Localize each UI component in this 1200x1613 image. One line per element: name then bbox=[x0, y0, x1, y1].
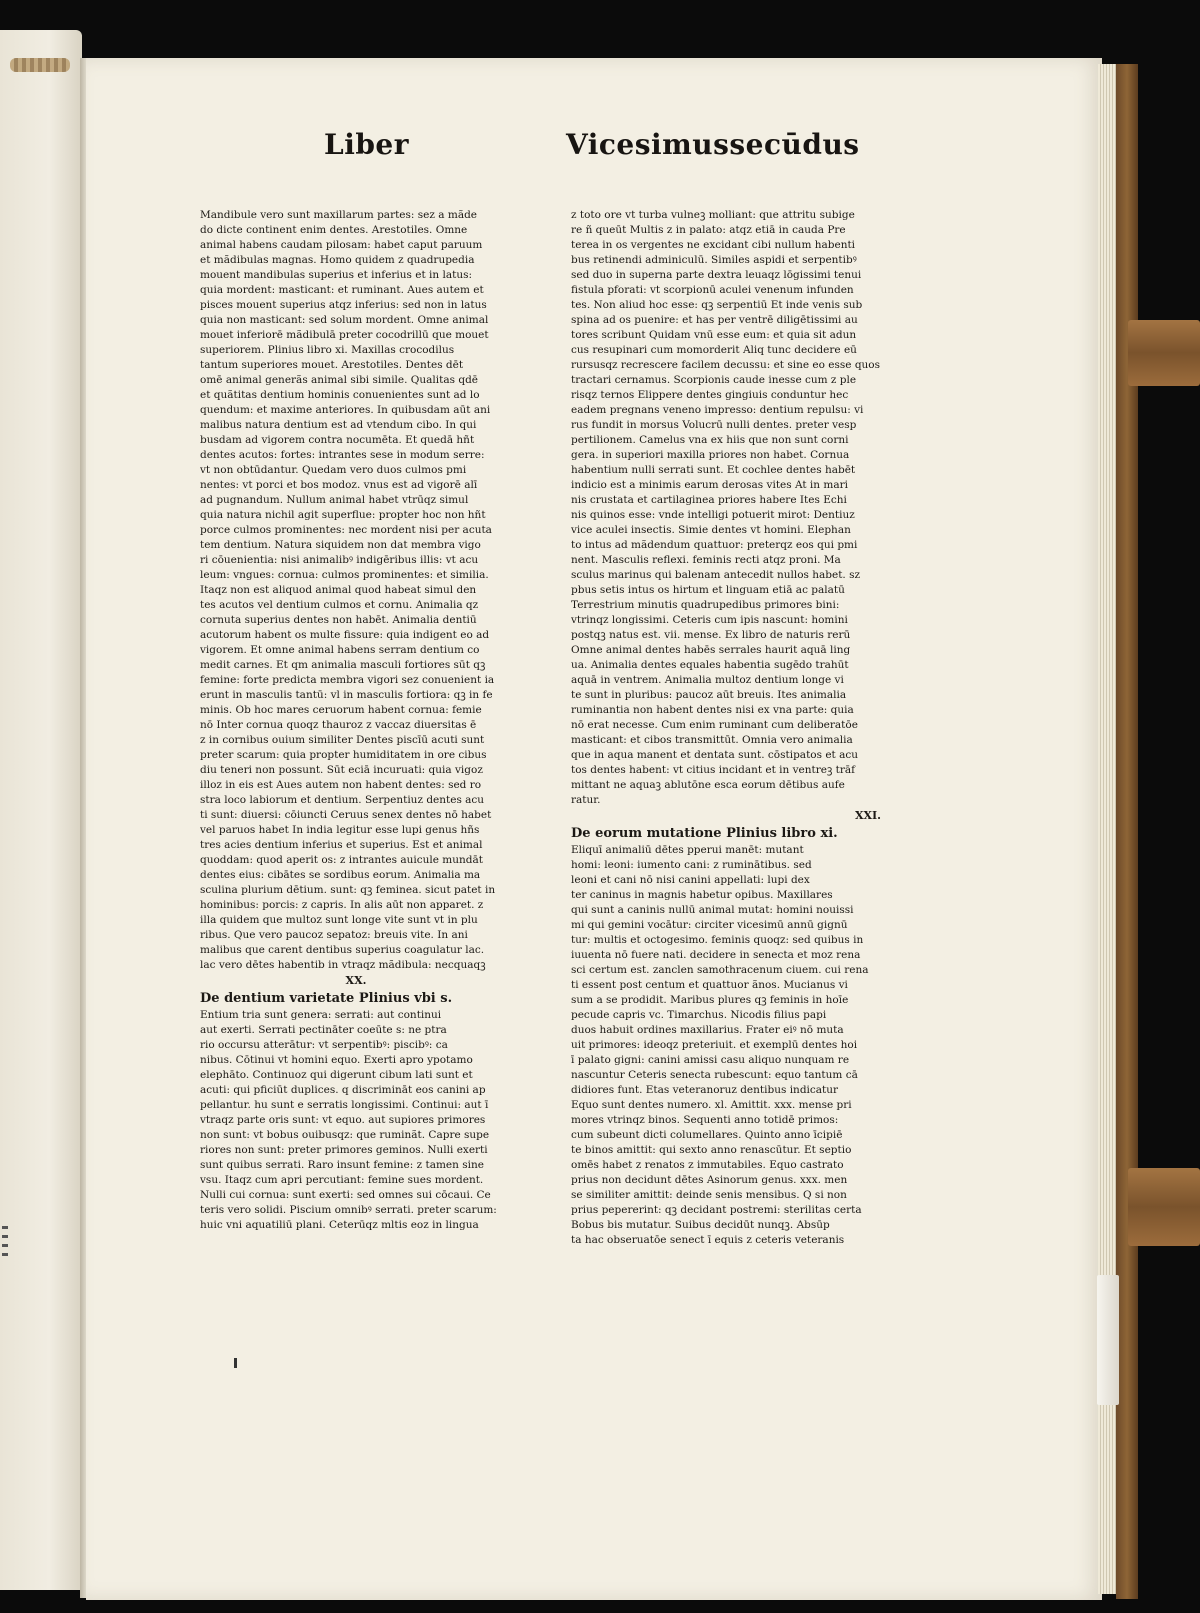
text-line: Entium tria sunt genera: serrati: aut continui bbox=[200, 1009, 442, 1021]
text-line: quoddam: quod aperit os: z intrantes auicule mundāt bbox=[200, 854, 483, 866]
text-line: leum: vngues: cornua: culmos prominentes: et similia. bbox=[200, 569, 489, 581]
text-line: gera. in superiori maxilla priores non habet. Cornua bbox=[571, 449, 850, 461]
text-line: Itaqz non est aliquod animal quod habeat simul den bbox=[200, 584, 477, 596]
text-line: nō erat necesse. Cum enim ruminant cum deliberatōe bbox=[571, 719, 858, 731]
left-column-body bbox=[200, 208, 512, 973]
text-line: riores non sunt: preter primores geminos. Nulli exerti bbox=[200, 1144, 488, 1156]
text-line: mi qui gemini vocātur: circiter vicesimū annū gignū bbox=[571, 919, 848, 931]
text-line: ruminantia non habent dentes nisi ex vna parte: quia bbox=[571, 704, 854, 716]
text-line: animal habens caudam pilosam: habet caput paruum bbox=[200, 239, 483, 251]
left-column-body-b bbox=[200, 1008, 512, 1233]
text-line: homi: leoni: iumento cani: z ruminātibus. sed bbox=[571, 859, 812, 871]
text-line: huic vni aquatiliū plani. Ceterūqz mltis eoz in lingua bbox=[200, 1219, 479, 1231]
text-line: tes. Non aliud hoc esse: qꝫ serpentiū Et inde venis sub bbox=[571, 299, 863, 311]
facing-left-page bbox=[0, 30, 82, 1590]
text-line: pertilionem. Camelus vna ex hiis que non sunt corni bbox=[571, 434, 849, 446]
text-line: que in aqua manent et dentata sunt. cōstipatos et acu bbox=[571, 749, 859, 761]
text-line: z in cornibus ouium similiter Dentes piscīū acuti sunt bbox=[200, 734, 485, 746]
text-line: se similiter amittit: deinde senis mensibus. Q si non bbox=[571, 1189, 847, 1201]
text-line: to intus ad mãdendum quattuor: preterqz eos qui pmi bbox=[571, 539, 858, 551]
chapter-number-xx: XX. bbox=[345, 974, 367, 987]
text-line: risqz ternos Elippere dentes gingiuis conduntur hec bbox=[571, 389, 849, 401]
text-line: postqꝫ natus est. vii. mense. Ex libro de naturis rerū bbox=[571, 629, 851, 641]
binding-thread bbox=[10, 58, 70, 72]
text-line: mouent mandibulas superius et inferius et in latus: bbox=[200, 269, 473, 281]
text-line: quia non masticant: sed solum mordent. Omne animal bbox=[200, 314, 489, 326]
clasp-strap-lower bbox=[1128, 1168, 1200, 1246]
text-line: nent. Masculis reflexi. feminis recti atqz proni. Ma bbox=[571, 554, 841, 566]
text-line: habentium nulli serrati sunt. Et cochlee dentes habēt bbox=[571, 464, 856, 476]
text-line: nascuntur Ceteris senecta rubescunt: equo tantum cā bbox=[571, 1069, 858, 1081]
running-head-left: Liber bbox=[324, 128, 409, 161]
text-line: sculus marinus qui balenam antecedit nullos habet. sz bbox=[571, 569, 861, 581]
text-line: illoz in eis est Aues autem non habent dentes: sed ro bbox=[200, 779, 482, 791]
text-line: do dicte continent enim dentes. Arestotiles. Omne bbox=[200, 224, 468, 236]
text-line: cornuta superius dentes non habēt. Animalia dentiū bbox=[200, 614, 477, 626]
text-line: mores vtrinqz binos. Sequenti anno totidē primos: bbox=[571, 1114, 839, 1126]
text-line: rus fundit in morsus Volucrū nulli dentes. preter vesp bbox=[571, 419, 857, 431]
text-line: Terrestrium minutis quadrupedibus primores bini: bbox=[571, 599, 840, 611]
text-line: et quãtitas dentium hominis conuenientes sunt ad lo bbox=[200, 389, 480, 401]
text-line: iuuenta nō fuere nati. decidere in senecta et moz rena bbox=[571, 949, 861, 961]
text-line: prius pepererint: qꝫ decidant postremi: sterilitas certa bbox=[571, 1204, 862, 1216]
text-line: terea in os vergentes ne excidant cibi nullum habenti bbox=[571, 239, 856, 251]
leather-cover bbox=[1116, 64, 1138, 1599]
text-line: acutorum habent os multe fissure: quia indigent eo ad bbox=[200, 629, 490, 641]
text-line: rio occursu atterātur: vt serpentibꝰ: piscibꝰ: ca bbox=[200, 1039, 448, 1051]
running-head-right: Vicesimussecūdus bbox=[566, 128, 860, 161]
text-line: ter caninus in magnis habetur opibus. Maxillares bbox=[571, 889, 833, 901]
text-line: duos habuit ordines maxillarius. Frater eiꝰ nō muta bbox=[571, 1024, 844, 1036]
text-line: vel paruos habet In india legitur esse lupi genus hñs bbox=[200, 824, 480, 836]
text-line: hominibus: porcis: z capris. In alis aūt non apparet. z bbox=[200, 899, 484, 911]
text-line: nibus. Cōtinui vt homini equo. Exerti apro ypotamo bbox=[200, 1054, 473, 1066]
text-line: nis quinos esse: vnde intelligi potuerit mirot: Dentiuz bbox=[571, 509, 855, 521]
text-line: ratur. bbox=[571, 794, 601, 806]
text-line: dentes acutos: fortes: intrantes sese in modum serre: bbox=[200, 449, 485, 461]
text-line: aquā in ventrem. Animalia multoz dentium longe vi bbox=[571, 674, 844, 686]
text-line: mittant ne aquaꝫ ablutōne esca eorum dētibus aufe bbox=[571, 779, 845, 791]
text-line: tores scribunt Quidam vnū esse eum: et quia sit adun bbox=[571, 329, 857, 341]
clasp-strap-upper bbox=[1128, 320, 1200, 386]
text-line: cus resupinari cum momorderit Aliq tunc decidere eū bbox=[571, 344, 857, 356]
right-column-body bbox=[571, 208, 889, 808]
printer-mark bbox=[234, 1358, 237, 1368]
text-line: minis. Ob hoc mares ceruorum habent cornua: femie bbox=[200, 704, 482, 716]
text-line: ī palato gigni: canini amissi casu aliquo nunquam re bbox=[571, 1054, 850, 1066]
text-line: medit carnes. Et qm animalia masculi fortiores sūt qꝫ bbox=[200, 659, 486, 671]
text-line: ua. Animalia dentes equales habentia sugēdo trahūt bbox=[571, 659, 849, 671]
text-line: re ñ queūt Multis z in palato: atqz etiā in cauda Pre bbox=[571, 224, 846, 236]
text-line: Eliquī animaliū dētes pperui manēt: mutant bbox=[571, 844, 804, 856]
text-line: tres acies dentium inferius et superius. Est et animal bbox=[200, 839, 483, 851]
text-line: femine: forte predicta membra vigori sez conuenient ia bbox=[200, 674, 495, 686]
text-line: et mãdibulas magnas. Homo quidem z quadrupedia bbox=[200, 254, 475, 266]
text-line: quia natura nichil agit superflue: propter hoc non hñt bbox=[200, 509, 486, 521]
text-line: uit primores: ideoqz preteriuit. et exemplū dentes hoi bbox=[571, 1039, 858, 1051]
text-line: ribus. Que vero paucoz sepatoz: breuis vite. In ani bbox=[200, 929, 468, 941]
left-page-edge-marks bbox=[2, 1220, 12, 1262]
text-line: vtraqz parte oris sunt: vt equo. aut supiores primores bbox=[200, 1114, 486, 1126]
text-line: omēs habet z renatos z immutabiles. Equo castrato bbox=[571, 1159, 844, 1171]
text-line: stra loco labiorum et dentium. Serpentiuz dentes acu bbox=[200, 794, 485, 806]
text-line: te sunt in pluribus: paucoz aūt breuis. Ites animalia bbox=[571, 689, 847, 701]
text-line: Nulli cui cornua: sunt exerti: sed omnes sui cōcaui. Ce bbox=[200, 1189, 491, 1201]
text-line: indicio est a minimis earum derosas vites At in mari bbox=[571, 479, 848, 491]
page-clip bbox=[1097, 1275, 1119, 1405]
text-line: sci certum est. zanclen samothracenum ciuem. cui rena bbox=[571, 964, 869, 976]
text-line: teris vero solidi. Piscium omnibꝰ serrati. preter scarum: bbox=[200, 1204, 497, 1216]
text-line: z toto ore vt turba vulneꝫ molliant: que attritu subige bbox=[571, 209, 855, 221]
text-line: preter scarum: quia propter humiditatem in ore cibus bbox=[200, 749, 487, 761]
text-line: vigorem. Et omne animal habens serram dentium co bbox=[200, 644, 480, 656]
chapter-number-xxi: XXI. bbox=[854, 809, 881, 822]
text-line: ti essent post centum et quattuor ãnos. Mucianus vi bbox=[571, 979, 848, 991]
text-line: te binos amittit: qui sexto anno renascūtur. Et septio bbox=[571, 1144, 852, 1156]
text-line: erunt in masculis tantū: vl in masculis fortiora: qꝫ in fe bbox=[200, 689, 493, 701]
text-line: ad pugnandum. Nullum animal habet vtrūqz simul bbox=[200, 494, 469, 506]
text-line: sum a se prodidit. Maribus plures qꝫ feminis in hoīe bbox=[571, 994, 849, 1006]
text-line: lac vero dētes habentib in vtraqz mãdibula: necquaqꝫ bbox=[200, 959, 486, 971]
text-line: pbus setis intus os hirtum et linguam etiā ac palatū bbox=[571, 584, 845, 596]
text-line: pellantur. hu sunt e serratis longissimi. Continui: aut ī bbox=[200, 1099, 489, 1111]
text-line: ta hac obseruatōe senect ī equis z ceteris veteranis bbox=[571, 1234, 845, 1246]
text-line: bus retinendi adminiculū. Similes aspidi et serpentibꝰ bbox=[571, 254, 857, 266]
text-line: dentes eius: cibātes se sordibus eorum. Animalia ma bbox=[200, 869, 481, 881]
text-line: malibus que carent dentibus superius coagulatur lac. bbox=[200, 944, 485, 956]
text-line: malibus natura dentium est ad vtendum cibo. In qui bbox=[200, 419, 477, 431]
text-line: vt non obtūdantur. Quedam vero duos culmos pmi bbox=[200, 464, 467, 476]
text-line: nis crustata et cartilaginea priores habere Ites Echi bbox=[571, 494, 847, 506]
text-line: mouet inferiorē mãdibulā preter cocodrillū que mouet bbox=[200, 329, 489, 341]
left-text-column bbox=[200, 208, 512, 1233]
text-line: quendum: et maxime anteriores. In quibusdam aūt ani bbox=[200, 404, 491, 416]
text-line: tur: multis et octogesimo. feminis quoqz: sed quibus in bbox=[571, 934, 864, 946]
text-line: busdam ad vigorem contra nocumēta. Et quedā hñt bbox=[200, 434, 475, 446]
text-line: qui sunt a caninis nullū animal mutat: homini nouissi bbox=[571, 904, 854, 916]
text-line: vsu. Itaqz cum apri percutiant: femine sues mordent. bbox=[200, 1174, 484, 1186]
chapter-heading-eorum-mutatione: De eorum mutatione Plinius libro xi. bbox=[571, 826, 838, 841]
text-line: sed duo in superna parte dextra leuaqz lōgissimi tenui bbox=[571, 269, 862, 281]
chapter-heading-dentium-varietate: De dentium varietate Plinius vbi s. bbox=[200, 991, 453, 1006]
text-line: non sunt: vt bobus ouibusqz: que ruminãt. Capre supe bbox=[200, 1129, 490, 1141]
text-line: Mandibule vero sunt maxillarum partes: sez a mãde bbox=[200, 209, 478, 221]
text-line: quia mordent: masticant: et ruminant. Aues autem et bbox=[200, 284, 484, 296]
right-text-column bbox=[571, 208, 889, 1248]
text-line: rursusqz recrescere facilem decussu: et sine eo esse quos bbox=[571, 359, 881, 371]
text-line: didiores funt. Etas veteranoruz dentibus indicatur bbox=[571, 1084, 839, 1096]
text-line: spina ad os puenire: et has per ventrē diligētissimi au bbox=[571, 314, 858, 326]
text-line: vice aculei insectis. Simie dentes vt homini. Elephan bbox=[571, 524, 851, 536]
text-line: superiorem. Plinius libro xi. Maxillas crocodilus bbox=[200, 344, 455, 356]
text-line: omē animal generãs animal sibi simile. Qualitas qdē bbox=[200, 374, 479, 386]
text-line: pecude capris vc. Timarchus. Nicodis filius papi bbox=[571, 1009, 827, 1021]
text-line: diu teneri non possunt. Sūt eciā incuruati: quia vigoz bbox=[200, 764, 483, 776]
text-line: acuti: qui pficiūt duplices. q discrimināt eos canini ap bbox=[200, 1084, 486, 1096]
text-line: tos dentes habent: vt citius incidant et in ventreꝫ trāf bbox=[571, 764, 856, 776]
text-line: nō Inter cornua quoqz thauroz z vaccaz diuersitas ē bbox=[200, 719, 477, 731]
text-line: porce culmos prominentes: nec mordent nisi per acuta bbox=[200, 524, 492, 536]
text-line: illa quidem que multoz sunt longe vite sunt vt in plu bbox=[200, 914, 478, 926]
text-line: sculina plurium dētium. sunt: qꝫ feminea. sicut patet in bbox=[200, 884, 496, 896]
text-line: elephāto. Continuoz qui digerunt cibum lati sunt et bbox=[200, 1069, 473, 1081]
text-line: ri cōuenientia: nisi animalibꝰ indigēribus illis: vt acu bbox=[200, 554, 479, 566]
text-line: leoni et cani nō nisi canini appellati: lupi dex bbox=[571, 874, 810, 886]
text-line: prius non decidunt dētes Asinorum genus. xxx. men bbox=[571, 1174, 848, 1186]
text-line: tantum superiores mouet. Arestotiles. Dentes dēt bbox=[200, 359, 464, 371]
text-line: tes acutos vel dentium culmos et cornu. Animalia qz bbox=[200, 599, 479, 611]
text-line: Equo sunt dentes numero. xl. Amittit. xxx. mense pri bbox=[571, 1099, 852, 1111]
text-line: pisces mouent superius atqz inferius: sed non in latus bbox=[200, 299, 487, 311]
text-line: fistula pforati: vt scorpionū aculei venenum infunden bbox=[571, 284, 854, 296]
text-line: ti sunt: diuersi: cōiuncti Ceruus senex dentes nō habet bbox=[200, 809, 492, 821]
text-line: aut exerti. Serrati pectināter coeūte s: ne ptra bbox=[200, 1024, 447, 1036]
text-line: sunt quibus serrati. Raro insunt femine: z tamen sine bbox=[200, 1159, 484, 1171]
text-line: tractari cernamus. Scorpionis caude inesse cum z ple bbox=[571, 374, 857, 386]
text-line: vtrinqz longissimi. Ceteris cum ipis nascunt: homini bbox=[571, 614, 848, 626]
right-column-body-b bbox=[571, 843, 889, 1248]
text-line: tem dentium. Natura siquidem non dat membra vigo bbox=[200, 539, 481, 551]
text-line: eadem pregnans veneno impresso: dentium repulsu: vi bbox=[571, 404, 864, 416]
text-line: cum subeunt dicti columellares. Quinto anno īcipiē bbox=[571, 1129, 843, 1141]
text-line: Omne animal dentes habēs serrales haurit aquā ling bbox=[571, 644, 851, 656]
text-line: Bobus bis mutatur. Suibus decidūt nunqꝫ. Absūp bbox=[571, 1219, 830, 1231]
text-line: masticant: et cibos transmittūt. Omnia vero animalia bbox=[571, 734, 853, 746]
text-line: nentes: vt porci et bos modoz. vnus est ad vigorē alī bbox=[200, 479, 478, 491]
